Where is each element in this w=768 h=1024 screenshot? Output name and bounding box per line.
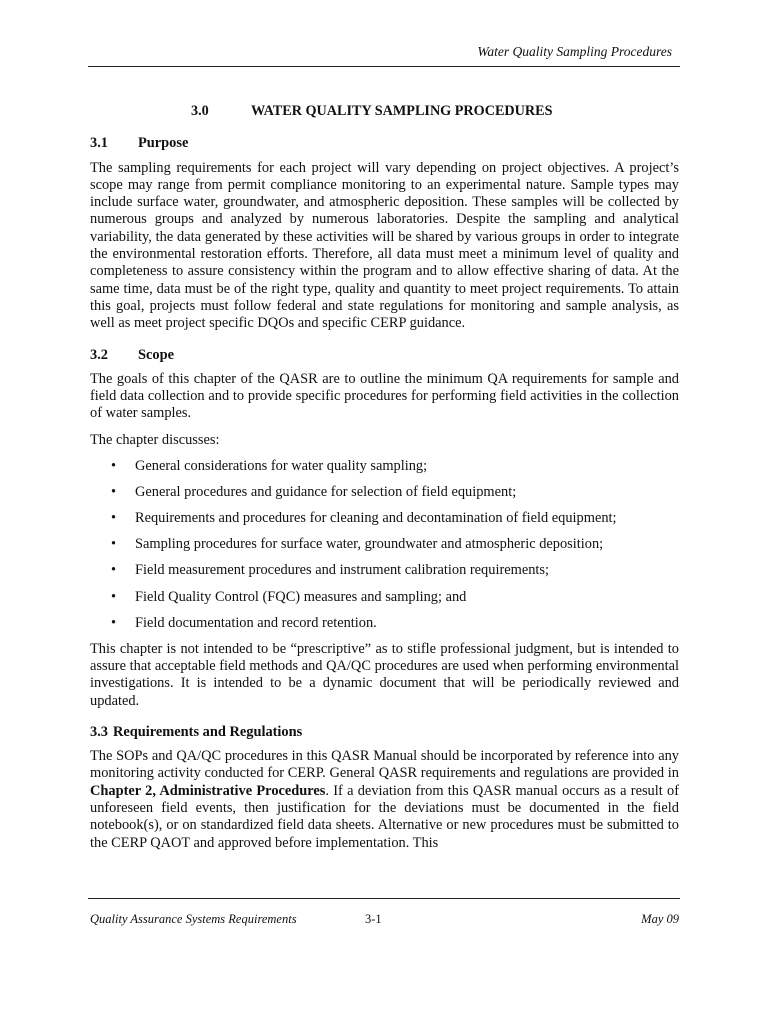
- section-title: Requirements and Regulations: [113, 723, 303, 740]
- bullet-icon: •: [111, 458, 117, 475]
- bullet-icon: •: [111, 588, 117, 605]
- section-title: Scope: [138, 346, 174, 363]
- list-item-text: General considerations for water quality sampling;: [135, 458, 428, 475]
- requirements-text-part2: . If a deviation from this QASR manual occurs as a result of unforeseen field events, then justification for the deviations must be documented in the field notebook(s), or on standardized field data sheets. Alternative or new procedures must be submitted to the CERP QAOT and approved before implementation. This: [90, 782, 679, 851]
- list-item-text: General procedures and guidance for selection of field equipment;: [135, 484, 517, 501]
- header-rule: [88, 66, 680, 67]
- list-item: [90, 562, 679, 579]
- section-number: 3.3: [90, 723, 108, 740]
- footer-rule: [88, 898, 680, 899]
- section-title: Purpose: [138, 135, 189, 152]
- bullet-icon: •: [111, 562, 117, 579]
- section-heading-purpose: [90, 135, 679, 152]
- list-item: [90, 484, 679, 501]
- list-item: [90, 615, 679, 632]
- scope-bullet-list: [90, 458, 679, 632]
- list-item-text: Requirements and procedures for cleaning and decontamination of field equipment;: [135, 510, 617, 527]
- bullet-icon: •: [111, 614, 117, 631]
- page-number: 3-1: [365, 912, 382, 926]
- requirements-paragraph: [90, 748, 679, 852]
- running-header: Water Quality Sampling Procedures: [477, 44, 672, 59]
- footer-date: May 09: [641, 912, 679, 926]
- bullet-icon: •: [111, 510, 117, 527]
- requirements-text-part1: The SOPs and QA/QC procedures in this QASR Manual should be incorporated by reference into any monitoring activity conducted for CERP. General QASR requirements and regulations are provided in: [90, 748, 679, 782]
- chapter-title-text: WATER QUALITY SAMPLING PROCEDURES: [251, 103, 553, 119]
- page-content: [90, 103, 679, 866]
- list-item: [90, 589, 679, 606]
- scope-closing-paragraph: This chapter is not intended to be “prescriptive” as to stifle professional judgment, but is intended to assure that acceptable field methods and QA/QC procedures are used when performing environmental investigations. It is intended to be a dynamic document that will be periodically reviewed and updated.: [90, 640, 679, 709]
- footer-document-title: Quality Assurance Systems Requirements: [90, 912, 297, 926]
- bullet-icon: •: [111, 484, 117, 501]
- section-heading-scope: [90, 347, 679, 364]
- section-number: 3.1: [90, 135, 108, 152]
- list-item-text: Field documentation and record retention.: [135, 614, 377, 631]
- chapter-number: 3.0: [191, 103, 209, 119]
- chapter-title: [90, 103, 679, 120]
- list-item-text: Field Quality Control (FQC) measures and sampling; and: [135, 588, 467, 605]
- list-item: [90, 510, 679, 527]
- list-item-text: Field measurement procedures and instrument calibration requirements;: [135, 562, 549, 579]
- bullet-icon: •: [111, 536, 117, 553]
- list-item-text: Sampling procedures for surface water, groundwater and atmospheric deposition;: [135, 536, 604, 553]
- list-item: [90, 536, 679, 553]
- scope-list-intro: The chapter discusses:: [90, 431, 220, 448]
- list-item: [90, 458, 679, 475]
- scope-paragraph: The goals of this chapter of the QASR are to outline the minimum QA requirements for sample and field data collection and to provide specific procedures for performing field activities in the collection of water samples.: [90, 370, 679, 422]
- chapter-reference-link: Chapter 2, Administrative Procedures: [90, 782, 326, 799]
- section-heading-requirements: [90, 724, 679, 741]
- section-number: 3.2: [90, 346, 108, 363]
- purpose-paragraph: The sampling requirements for each project will vary depending on project objectives. A project’s scope may range from permit compliance monitoring to an experimental nature. Sample types may include surface water, groundwater, and atmospheric deposition. These samples will be collected by numerous groups and analyzed by numerous laboratories. Despite the sampling and analytical variability, the data generated by these activities will be shared by various groups in order to integrate the environmental restoration efforts. Therefore, all data must meet a minimum level of quality and completeness to assure consistency within the program and to allow effective sharing of data. At the same time, data must be of the right type, quality and quantity to meet project requirements. To attain this goal, projects must follow federal and state regulations for monitoring and sample analysis, as well as meet project specific DQOs and specific CERP guidance.: [90, 159, 679, 332]
